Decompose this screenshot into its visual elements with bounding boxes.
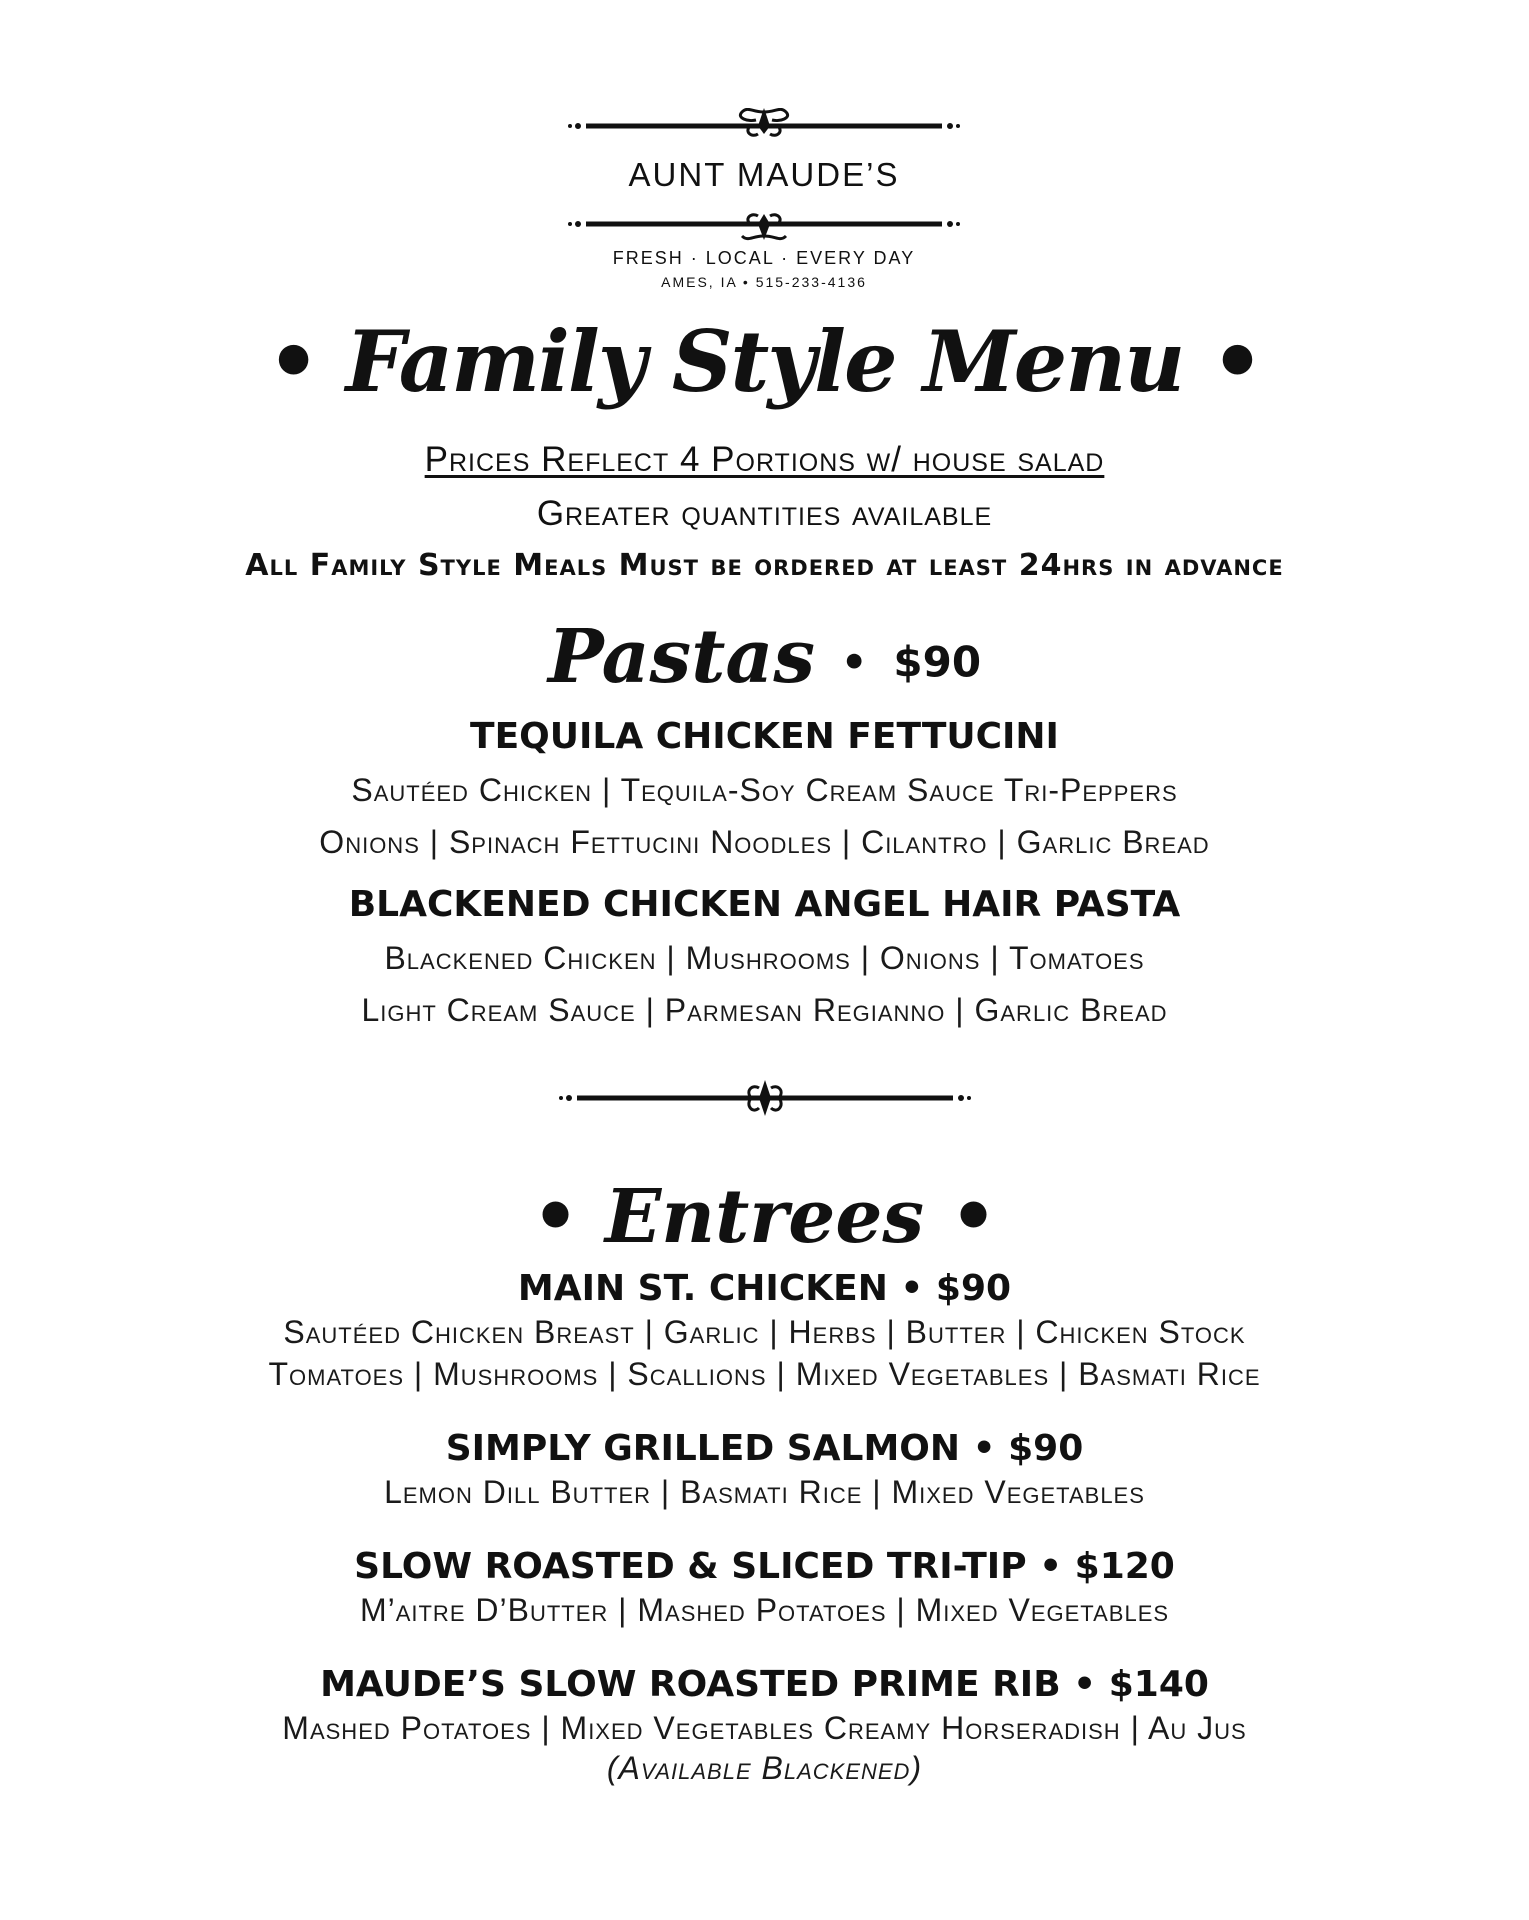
advance-order-note: All Family Style Meals Must be ordered at least 24hrs in advance [245, 548, 1284, 583]
menu-item-description: Sautéed Chicken Breast | Garlic | Herbs | Butter | Chicken Stock [283, 1314, 1246, 1350]
address: AMES, IA • 515-233-4136 [661, 274, 867, 290]
menu-item-description: M’aitre D’Butter | Mashed Potatoes | Mixed Vegetables [359, 1592, 1170, 1628]
menu-item-name: SLOW ROASTED & SLICED TRI-TIP • $120 [354, 1546, 1175, 1587]
menu-item-name: TEQUILA CHICKEN FETTUCINI [470, 716, 1059, 757]
pastas-price: $90 [893, 637, 982, 687]
menu-item-name: SIMPLY GRILLED SALMON • $90 [445, 1428, 1084, 1469]
menu-item-name: MAIN ST. CHICKEN • $90 [517, 1268, 1012, 1309]
pastas-title: Pastas [547, 614, 815, 700]
menu-item-description: Blackened Chicken | Mushrooms | Onions | Tomatoes [384, 940, 1145, 976]
menu-item-description: Onions | Spinach Fettucini Noodles | Cilantro | Garlic Bread [319, 824, 1210, 860]
divider-flourish [555, 1072, 975, 1128]
restaurant-name: AUNT MAUDE’S [628, 156, 900, 193]
menu-item-description: Sautéed Chicken | Tequila-Soy Cream Sauce Tri-Peppers [351, 772, 1178, 808]
menu-item-note: (Available Blackened) [606, 1750, 923, 1786]
menu-title: • Family Style Menu • [266, 312, 1263, 411]
logo [564, 108, 964, 308]
entrees-heading: • Entrees • [531, 1174, 998, 1260]
menu-item-name: BLACKENED CHICKEN ANGEL HAIR PASTA [348, 884, 1181, 925]
pastas-heading [0, 612, 1529, 708]
pastas-separator: • [840, 637, 868, 687]
pricing-note: Prices Reflect 4 Portions w/ house salad [424, 440, 1105, 479]
menu-item-description: Tomatoes | Mushrooms | Scallions | Mixed Vegetables | Basmati Rice [268, 1356, 1261, 1392]
menu-item-description: Mashed Potatoes | Mixed Vegetables Creamy Horseradish | Au Jus [282, 1710, 1247, 1746]
menu-item-description: Light Cream Sauce | Parmesan Regianno | Garlic Bread [361, 992, 1168, 1028]
menu-item-name: MAUDE’S SLOW ROASTED PRIME RIB • $140 [320, 1664, 1209, 1705]
tagline: FRESH · LOCAL · EVERY DAY [612, 248, 916, 268]
menu-item-description: Lemon Dill Butter | Basmati Rice | Mixed Vegetables [384, 1474, 1145, 1510]
quantity-note: Greater quantities available [536, 494, 993, 533]
